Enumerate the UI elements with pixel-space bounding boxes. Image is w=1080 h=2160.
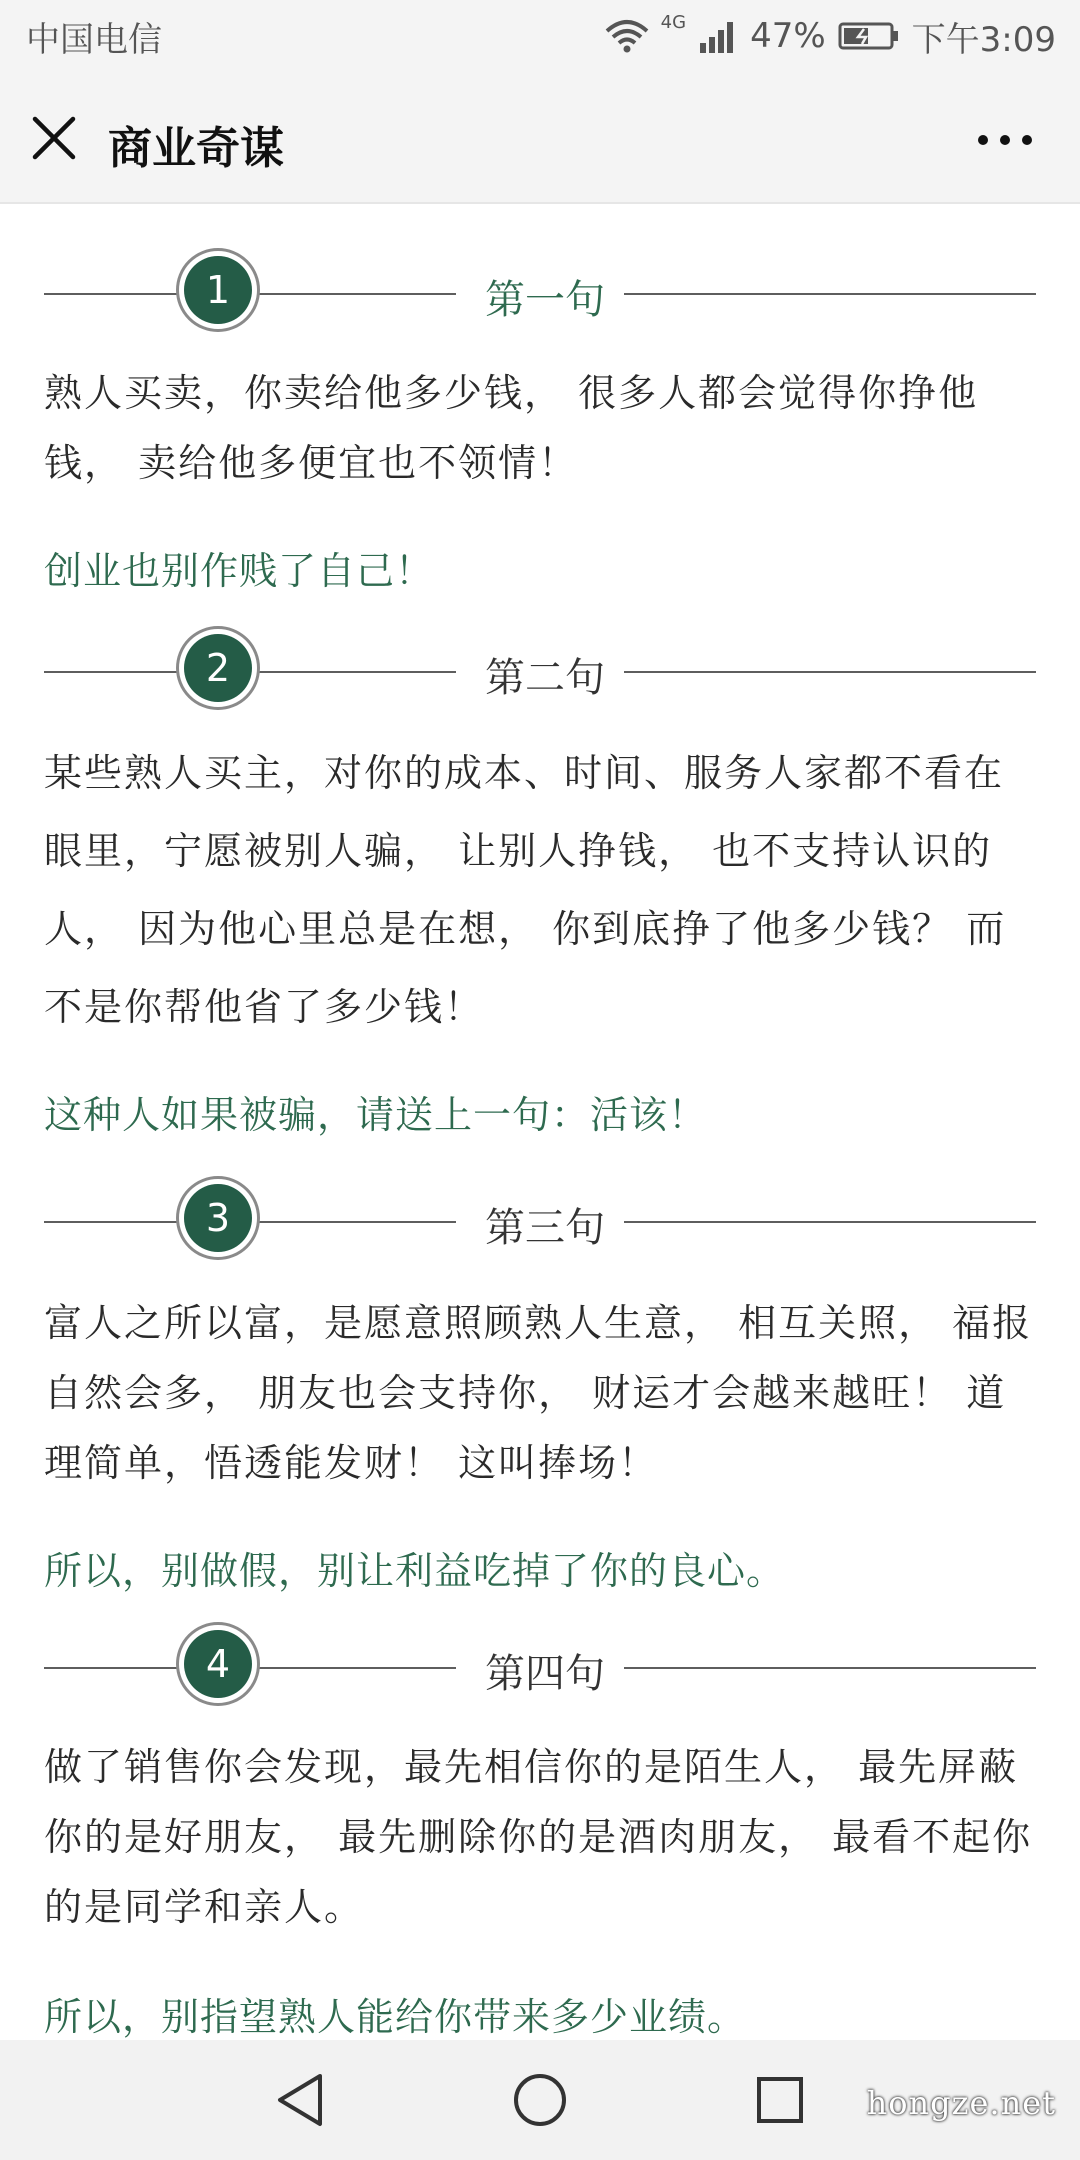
home-button[interactable] [508, 2068, 572, 2132]
section-highlight-2: 这种人如果被骗，请送上一句：活该！ [44, 1093, 708, 1137]
divider-line [624, 671, 1036, 673]
watermark: hongze.net [866, 2084, 1056, 2122]
battery-icon [838, 21, 900, 51]
carrier-name: 中国电信 [26, 20, 162, 60]
recents-button[interactable] [748, 2068, 812, 2132]
status-bar [0, 0, 1080, 72]
more-icon [977, 134, 1033, 146]
section-label: 第四句 [485, 1651, 605, 1697]
divider-line [624, 1221, 1036, 1223]
section-number-badge: 3 [184, 1184, 252, 1252]
navigation-bar [0, 2040, 1080, 2160]
section-badge-ring [176, 1622, 260, 1706]
section-header-3 [0, 1172, 1080, 1272]
section-highlight-4: 所以，别指望熟人能给你带来多少业绩。 [44, 1995, 747, 2039]
page-title: 商业奇谋 [108, 123, 284, 174]
back-button[interactable] [268, 2068, 332, 2132]
clock: 下午3:09 [911, 19, 1056, 60]
close-icon [31, 115, 77, 161]
title-bar [0, 72, 1080, 204]
section-highlight-1: 创业也别作贱了自己！ [44, 549, 435, 593]
section-header-4 [0, 1618, 1080, 1718]
section-body-3: 富人之所以富，是愿意照顾熟人生意， 相互关照， 福报自然会多， 朋友也会支持你， 财运才会越来越旺！ 道理简单，悟透能发财！ 这叫捧场！ [44, 1301, 1033, 1485]
more-button[interactable] [970, 120, 1040, 160]
section-label: 第一句 [485, 277, 605, 323]
article-content[interactable] [0, 204, 1080, 2040]
home-icon [512, 2072, 568, 2128]
recents-icon [755, 2075, 805, 2125]
section-badge-ring [176, 248, 260, 332]
section-badge-ring [176, 626, 260, 710]
signal-icon [698, 19, 738, 53]
section-header-1 [0, 244, 1080, 344]
close-button[interactable] [26, 110, 82, 166]
section-highlight-3: 所以，别做假，别让利益吃掉了你的良心。 [44, 1549, 786, 1593]
section-body-1: 熟人买卖，你卖给他多少钱， 很多人都会觉得你挣他钱， 卖给他多便宜也不领情！ [44, 371, 979, 485]
section-header-2 [0, 622, 1080, 722]
network-type: 4G [660, 12, 687, 33]
wifi-icon [605, 19, 649, 53]
section-number-badge: 2 [184, 634, 252, 702]
section-number-badge: 4 [184, 1630, 252, 1698]
section-label: 第三句 [485, 1205, 605, 1251]
section-badge-ring [176, 1176, 260, 1260]
section-number-badge: 1 [184, 256, 252, 324]
section-body-2: 某些熟人买主，对你的成本、时间、服务人家都不看在眼里，宁愿被别人骗， 让别人挣钱， 也不支持认识的人， 因为他心里总是在想， 你到底挣了他多少钱？ 而不是你帮他省了多少钱！ [44, 751, 1007, 1029]
section-label: 第二句 [485, 655, 605, 701]
battery-percent: 47% [750, 16, 826, 56]
section-body-4: 做了销售你会发现，最先相信你的是陌生人， 最先屏蔽你的是好朋友， 最先删除你的是酒肉朋友， 最看不起你的是同学和亲人。 [44, 1745, 1033, 1929]
back-icon [274, 2072, 326, 2128]
status-icons [605, 10, 1056, 62]
divider-line [624, 293, 1036, 295]
divider-line [624, 1667, 1036, 1669]
